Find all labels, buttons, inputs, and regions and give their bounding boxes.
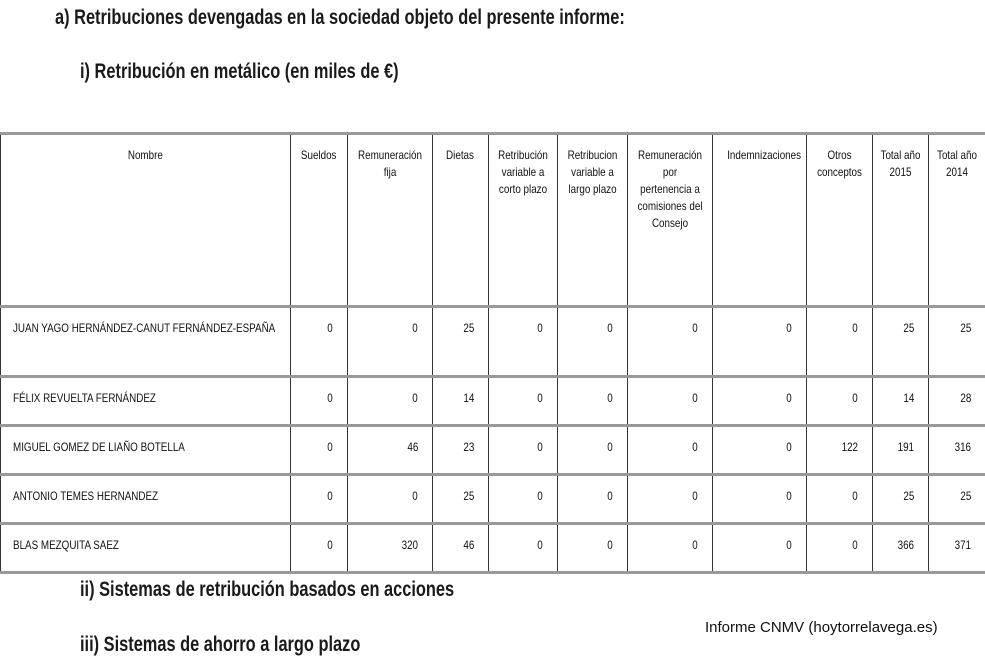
section-heading-ii: ii) Sistemas de retribución basados en acciones bbox=[80, 578, 455, 601]
cell-text: 0 bbox=[692, 440, 698, 454]
cell-text: 0 bbox=[692, 538, 698, 552]
table-row bbox=[1, 307, 985, 377]
cell-text: 191 bbox=[897, 440, 914, 454]
cell-text: 366 bbox=[897, 538, 914, 552]
cell-text: 0 bbox=[852, 489, 858, 503]
section-heading-a: a) Retribuciones devengadas en la sociedad objeto del presente informe: bbox=[55, 6, 625, 29]
cell-value bbox=[489, 475, 558, 524]
cell-name bbox=[1, 426, 291, 475]
cell-value bbox=[433, 377, 489, 426]
cell-value bbox=[929, 524, 985, 573]
cell-value bbox=[558, 426, 628, 475]
cell-text: 0 bbox=[786, 440, 792, 454]
cell-value bbox=[489, 377, 558, 426]
cell-text: 0 bbox=[607, 440, 613, 454]
cell-text: 0 bbox=[692, 321, 698, 335]
cell-value bbox=[628, 377, 713, 426]
cell-value bbox=[873, 475, 929, 524]
cell-text: 0 bbox=[537, 440, 543, 454]
cell-value bbox=[628, 475, 713, 524]
column-header-label: Retribucion variable a largo plazo bbox=[567, 148, 618, 196]
cell-text: 0 bbox=[537, 538, 543, 552]
cell-text: 0 bbox=[607, 538, 613, 552]
column-header-label: Remuneración por pertenencia a comisiones del Consejo bbox=[637, 148, 703, 230]
column-header-label: Retribución variable a corto plazo bbox=[498, 148, 548, 196]
table-row bbox=[1, 426, 985, 475]
cell-value bbox=[807, 307, 873, 377]
cell-name bbox=[1, 475, 291, 524]
column-header-label: Total año 2014 bbox=[937, 148, 977, 179]
cell-text: 0 bbox=[786, 538, 792, 552]
cell-text: 0 bbox=[607, 321, 613, 335]
cell-text: 25 bbox=[960, 489, 971, 503]
table-header-row bbox=[1, 134, 985, 307]
cell-value bbox=[873, 307, 929, 377]
cell-text: 0 bbox=[852, 538, 858, 552]
column-header-label: Sueldos bbox=[301, 148, 337, 162]
section-heading-i: i) Retribución en metálico (en miles de €) bbox=[80, 60, 399, 83]
cell-text: 46 bbox=[463, 538, 474, 552]
cell-name bbox=[1, 377, 291, 426]
cell-text: 0 bbox=[537, 391, 543, 405]
cell-text: 28 bbox=[960, 391, 971, 405]
source-credit: Informe CNMV (hoytorrelavega.es) bbox=[705, 619, 938, 636]
cell-name bbox=[1, 307, 291, 377]
cell-text: BLAS MEZQUITA SAEZ bbox=[13, 538, 119, 552]
cell-value bbox=[873, 524, 929, 573]
cell-text: 0 bbox=[537, 321, 543, 335]
column-header-label: Total año 2015 bbox=[880, 148, 921, 179]
column-header bbox=[489, 134, 558, 307]
cell-value bbox=[489, 524, 558, 573]
cell-text: 0 bbox=[327, 321, 333, 335]
table-row bbox=[1, 524, 985, 573]
cell-value bbox=[929, 426, 985, 475]
cell-text: 14 bbox=[903, 391, 914, 405]
column-header bbox=[558, 134, 628, 307]
table-row bbox=[1, 377, 985, 426]
cell-text: 0 bbox=[692, 489, 698, 503]
cell-value bbox=[558, 475, 628, 524]
column-header-label: Nombre bbox=[127, 148, 164, 162]
cell-text: 46 bbox=[407, 440, 418, 454]
cell-text: 122 bbox=[841, 440, 858, 454]
cell-text: 0 bbox=[327, 440, 333, 454]
cell-text: 0 bbox=[412, 391, 418, 405]
cell-value bbox=[433, 475, 489, 524]
cell-text: 25 bbox=[463, 321, 474, 335]
column-header bbox=[433, 134, 489, 307]
cell-value bbox=[713, 377, 807, 426]
cell-text: 0 bbox=[852, 391, 858, 405]
cell-text: 25 bbox=[463, 489, 474, 503]
cell-value bbox=[348, 475, 433, 524]
cell-value bbox=[348, 524, 433, 573]
column-header bbox=[348, 134, 433, 307]
cell-text: 0 bbox=[537, 489, 543, 503]
cell-value bbox=[713, 426, 807, 475]
cell-value bbox=[807, 524, 873, 573]
cell-value bbox=[873, 426, 929, 475]
cell-text: 0 bbox=[786, 321, 792, 335]
cell-text: 0 bbox=[412, 489, 418, 503]
section-heading-iii: iii) Sistemas de ahorro a largo plazo bbox=[80, 633, 361, 656]
column-header-label: Dietas bbox=[446, 148, 475, 162]
cell-value bbox=[628, 307, 713, 377]
cell-value bbox=[628, 426, 713, 475]
cell-value bbox=[807, 475, 873, 524]
cell-value bbox=[489, 426, 558, 475]
cell-value bbox=[713, 475, 807, 524]
cell-value bbox=[291, 307, 348, 377]
cell-text: 0 bbox=[786, 391, 792, 405]
cell-value bbox=[807, 426, 873, 475]
cell-text: 0 bbox=[852, 321, 858, 335]
cell-text: JUAN YAGO HERNÁNDEZ-CANUT FERNÁNDEZ-ESPAÑA bbox=[13, 321, 276, 335]
column-header bbox=[873, 134, 929, 307]
column-header-label: Remuneración fija bbox=[357, 148, 422, 179]
column-header-label: Otros conceptos bbox=[817, 148, 862, 179]
cell-value bbox=[433, 307, 489, 377]
cell-name bbox=[1, 524, 291, 573]
cell-text: 23 bbox=[463, 440, 474, 454]
cell-text: 0 bbox=[607, 489, 613, 503]
cell-value bbox=[348, 426, 433, 475]
cell-text: 0 bbox=[786, 489, 792, 503]
cell-value bbox=[489, 307, 558, 377]
cell-text: 25 bbox=[960, 321, 971, 335]
cell-text: 25 bbox=[903, 321, 914, 335]
cell-value bbox=[628, 524, 713, 573]
column-header bbox=[929, 134, 985, 307]
cell-text: 0 bbox=[327, 538, 333, 552]
column-header bbox=[713, 134, 807, 307]
cell-value bbox=[433, 524, 489, 573]
cell-value bbox=[348, 307, 433, 377]
column-header-label: Indemnizaciones bbox=[726, 148, 801, 162]
cell-text: 0 bbox=[412, 321, 418, 335]
cell-value bbox=[713, 307, 807, 377]
cell-text: 0 bbox=[327, 391, 333, 405]
cell-value bbox=[558, 307, 628, 377]
cell-text: 0 bbox=[607, 391, 613, 405]
column-header bbox=[291, 134, 348, 307]
cell-text: 320 bbox=[401, 538, 418, 552]
cell-text: 25 bbox=[903, 489, 914, 503]
cell-value bbox=[348, 377, 433, 426]
cell-value bbox=[929, 475, 985, 524]
cell-text: 371 bbox=[954, 538, 971, 552]
cell-value bbox=[558, 524, 628, 573]
cell-text: 0 bbox=[692, 391, 698, 405]
cell-value bbox=[713, 524, 807, 573]
cell-value bbox=[433, 426, 489, 475]
column-header bbox=[807, 134, 873, 307]
cell-text: FÉLIX REVUELTA FERNÁNDEZ bbox=[13, 391, 156, 405]
cell-value bbox=[807, 377, 873, 426]
cell-text: 316 bbox=[954, 440, 971, 454]
cell-text: 14 bbox=[463, 391, 474, 405]
cell-value bbox=[873, 377, 929, 426]
cell-value bbox=[929, 377, 985, 426]
table-row bbox=[1, 475, 985, 524]
cell-value bbox=[558, 377, 628, 426]
cell-text: ANTONIO TEMES HERNANDEZ bbox=[13, 489, 159, 503]
cell-value bbox=[929, 307, 985, 377]
column-header bbox=[1, 134, 291, 307]
cell-text: MIGUEL GOMEZ DE LIAÑO BOTELLA bbox=[13, 440, 185, 454]
column-header bbox=[628, 134, 713, 307]
cell-text: 0 bbox=[327, 489, 333, 503]
remuneration-table bbox=[0, 132, 985, 574]
